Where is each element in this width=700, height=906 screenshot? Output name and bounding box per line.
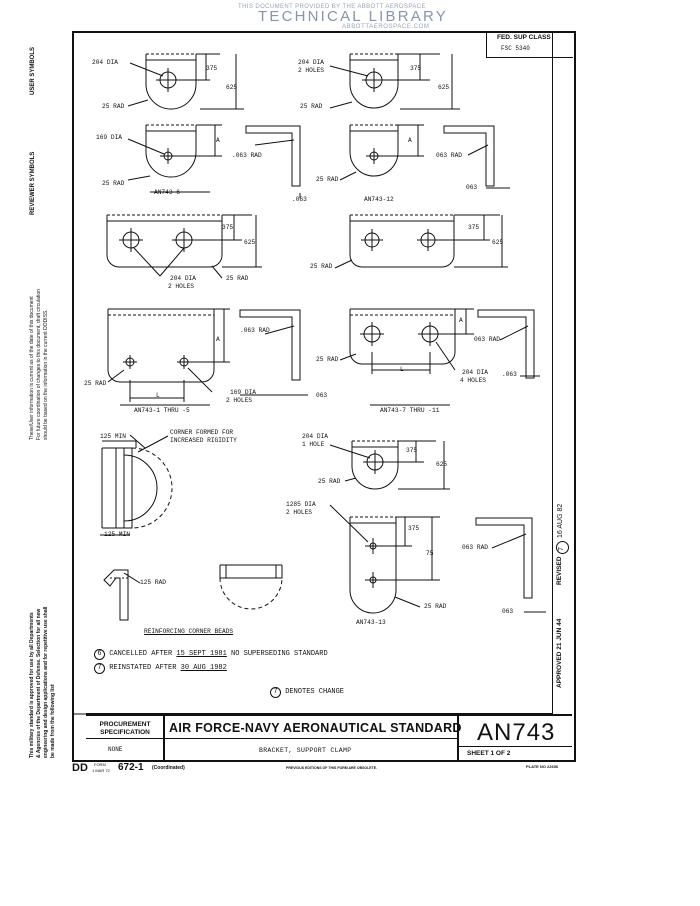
fed-sup-class-label: FED. SUP CLASS [497, 34, 551, 41]
label-L-1: L [156, 392, 160, 399]
label-063-2: 063 [466, 184, 478, 191]
label-25-rad-6: 25 RAD [310, 263, 333, 270]
procurement-cell [86, 716, 165, 760]
margin-note-2: For future coordination of changes to this document, draft circulation [36, 289, 42, 440]
label-204-dia-5: 204 DIA [302, 433, 328, 440]
label-an743-13: AN743-13 [356, 619, 386, 626]
footer-previous-editions: PREVIOUS EDITIONS OF THIS FORM ARE OBSOLETE. [286, 766, 378, 770]
label-a-2: A [408, 137, 412, 144]
label-corner-2: INCREASED RIGIDITY [170, 437, 237, 444]
label-L-2: L [400, 366, 404, 373]
label-204-dia-2: 204 DIA [298, 59, 324, 66]
bracket-view-an743-7-11 [340, 309, 540, 405]
label-063-5: 063 [502, 608, 514, 615]
label-125-rad: 125 RAD [140, 579, 166, 586]
label-125-min-1: 125 MIN [100, 433, 126, 440]
label-25-rad-8: 25 RAD [316, 356, 339, 363]
bracket-view-an743-6 [128, 125, 300, 198]
footer-coordinated: (Coordinated) [152, 765, 185, 771]
footer-dd: DD [72, 762, 88, 774]
label-063-rad-1: .063 RAD [232, 152, 262, 159]
label-204-dia-3: 204 DIA [170, 275, 196, 282]
label-625-2: 625 [438, 84, 450, 91]
label-169-dia: 169 DIA [96, 134, 122, 141]
procurement-label: PROCUREMENT SPECIFICATION [99, 721, 151, 736]
approval-note-2: & Agencies of the Department of Defense. Selection for all new [36, 608, 42, 758]
note-6-marker: 6 [94, 649, 105, 660]
label-an743-12: AN743-12 [364, 196, 394, 203]
reviewer-symbols-label: REVIEWER SYMBOLS [30, 151, 36, 215]
part-title: BRACKET, SUPPORT CLAMP [259, 747, 352, 754]
bracket-view-2 [330, 54, 460, 109]
header-provided-by: THIS DOCUMENT PROVIDED BY THE ABBOTT AEROSPACE [238, 4, 426, 10]
header-library: TECHNICAL LIBRARY [258, 8, 448, 25]
bracket-view-1-hole [330, 441, 450, 489]
sheet-number: SHEET 1 OF 2 [467, 750, 511, 757]
label-063-rad-2: 063 RAD [436, 152, 462, 159]
label-25-rad-2: 25 RAD [300, 103, 323, 110]
label-063-rad-5: 063 RAD [462, 544, 488, 551]
bracket-view-1 [128, 54, 244, 109]
label-375-4: 375 [468, 224, 480, 231]
label-625-1: 625 [226, 84, 238, 91]
note-reinstated: 7 REINSTATED AFTER 30 AUG 1982 [94, 663, 227, 674]
bracket-view-wide-2hole [107, 215, 262, 278]
note-denotes-change: 7 DENOTES CHANGE [270, 687, 344, 698]
label-2-holes-3: 2 HOLES [226, 397, 252, 404]
label-25-rad-10: 25 RAD [424, 603, 447, 610]
label-a-4: A [459, 317, 463, 324]
label-a-3: A [216, 336, 220, 343]
bracket-view-wide-2hole-right [335, 215, 508, 268]
label-169-dia-2: 169 DIA [230, 389, 256, 396]
approval-note-1: This military standard is approved for use by all Departments [29, 612, 35, 758]
label-25-rad-7: 25 RAD [84, 380, 107, 387]
margin-note-1: These/User information is current as of the date of this document [29, 296, 35, 440]
fed-sup-class-value: FSC 5340 [501, 45, 530, 52]
label-063-1: .063 [292, 196, 307, 203]
label-204-dia-4: 204 DIA [462, 369, 488, 376]
label-an743-1-5: AN743-1 THRU -5 [134, 407, 190, 414]
label-1-hole: 1 HOLE [302, 441, 325, 448]
label-625-5: 625 [436, 461, 448, 468]
label-625-3: 625 [244, 239, 256, 246]
approved-date: APPROVED 21 JUN 44 [556, 618, 563, 688]
label-063-rad-4: 063 RAD [474, 336, 500, 343]
bracket-view-an743-13 [330, 505, 546, 613]
bead-views [104, 565, 282, 620]
label-2-holes-1: 2 HOLES [298, 67, 324, 74]
approval-note-4: be made from the following list [50, 684, 56, 758]
label-2-holes-4: 2 HOLES [286, 509, 312, 516]
note-7-marker: 7 [94, 663, 105, 674]
label-25-rad-5: 25 RAD [226, 275, 249, 282]
note-7-legend-marker: 7 [270, 687, 281, 698]
user-symbols-label: USER SYMBOLS [30, 46, 36, 95]
label-375-2: 375 [410, 65, 422, 72]
label-25-rad-3: 25 RAD [102, 180, 125, 187]
part-number: AN743 [477, 719, 556, 746]
header-website: ABBOTTAEROSPACE.COM [342, 24, 430, 30]
reinforcing-corner-view [100, 435, 172, 535]
label-75: 75 [426, 550, 434, 557]
note-cancelled: 6 CANCELLED AFTER 15 SEPT 1981 NO SUPERSEDING STANDARD [94, 649, 328, 660]
label-1285-dia: 1285 DIA [286, 501, 316, 508]
revision-number: 7 [558, 547, 565, 551]
label-204-dia: 204 DIA [92, 59, 118, 66]
revision-date: 16 AUG 82 [557, 503, 564, 538]
label-25-rad-1: 25 RAD [102, 103, 125, 110]
margin-note-3: should be based on the information in the current DODISS. [43, 309, 49, 440]
footer-form: FORM [94, 762, 106, 767]
footer-form-date: 1 MAR 72 [92, 768, 110, 773]
label-375-1: 375 [206, 65, 218, 72]
approval-note-3: engineering and design applications and for repetitive use shall [43, 606, 49, 758]
label-375-6: 375 [408, 525, 420, 532]
label-an743-7-11: AN743-7 THRU -11 [380, 407, 440, 414]
bracket-view-an743-1-5 [108, 309, 308, 405]
label-125-min-2: 125 MIN [104, 531, 130, 538]
label-4-holes: 4 HOLES [460, 377, 486, 384]
procurement-value: NONE [108, 746, 123, 753]
label-25-rad-4: 25 RAD [316, 176, 339, 183]
title-block [86, 714, 572, 760]
standard-name: AIR FORCE-NAVY AERONAUTICAL STANDARD [169, 721, 462, 735]
label-25-rad-9: 25 RAD [318, 478, 341, 485]
standard-cell [165, 716, 462, 760]
label-625-4: 625 [492, 239, 504, 246]
revised-label: REVISED [556, 556, 563, 585]
label-375-5: 375 [406, 447, 418, 454]
number-cell [459, 716, 572, 760]
footer-plate-number: PLATE NO 22606 [526, 764, 559, 769]
label-063-rad-3: .063 RAD [240, 327, 270, 334]
label-an743-6: AN743-6 [154, 189, 180, 196]
label-a-1: A [216, 137, 220, 144]
label-063-4: .063 [502, 371, 517, 378]
label-corner-1: CORNER FORMED FOR [170, 429, 234, 436]
footer-form-number: 672-1 [118, 762, 144, 773]
label-2-holes-2: 2 HOLES [168, 283, 194, 290]
label-063-3: 063 [316, 392, 328, 399]
label-375-3: 375 [222, 224, 234, 231]
bracket-view-an743-12 [340, 125, 510, 188]
label-reinforcing-corner-beads: REINFORCING CORNER BEADS [144, 628, 234, 635]
